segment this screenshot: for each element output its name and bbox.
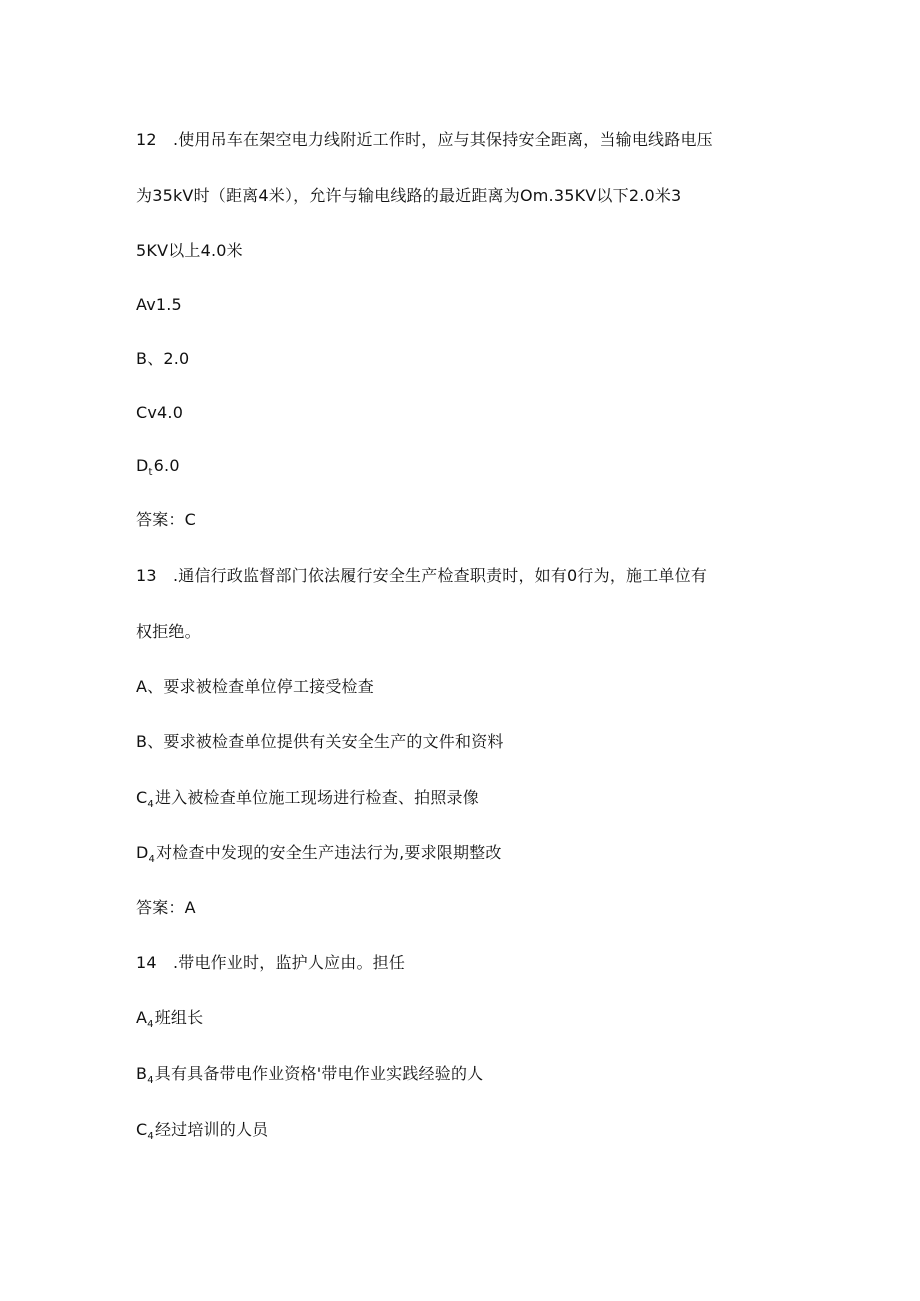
- option-text: 要求被检查单位停工接受检查: [163, 677, 374, 696]
- option-text: 6.0: [153, 456, 180, 475]
- option-text: 1.5: [155, 295, 182, 314]
- option-separator: 、: [147, 349, 164, 368]
- option-12-c: [136, 403, 183, 423]
- option-13-d: [136, 843, 502, 866]
- question-12-stem-line-3: 5KV以上4.0米: [136, 241, 243, 260]
- answer-12: 答案：C: [136, 510, 196, 529]
- option-14-c: [136, 1120, 268, 1143]
- option-13-c: [136, 788, 479, 811]
- option-14-a: [136, 1008, 203, 1031]
- option-13-a: [136, 677, 374, 697]
- option-13-b: [136, 732, 504, 752]
- option-separator: 4: [147, 1131, 154, 1142]
- option-letter: C: [136, 1120, 148, 1139]
- option-letter: B: [136, 1064, 148, 1083]
- option-letter: A: [136, 1008, 148, 1027]
- option-text: 2.0: [163, 349, 190, 368]
- option-12-d: [136, 456, 180, 479]
- question-12-stem-line-2: 为35kV时（距离4米），允许与输电线路的最近距离为Om.35KV以下2.0米3: [136, 186, 682, 205]
- option-separator: v: [147, 403, 158, 422]
- answer-13: 答案：A: [136, 898, 196, 917]
- option-text: 具有具备带电作业资格'带电作业实践经验的人: [154, 1064, 484, 1083]
- option-text: 对检查中发现的安全生产违法行为,要求限期整改: [156, 843, 502, 862]
- option-separator: 、: [147, 732, 164, 751]
- option-letter: A: [136, 295, 147, 314]
- option-text: 4.0: [157, 403, 184, 422]
- option-text: 班组长: [154, 1008, 204, 1027]
- option-text: 要求被检查单位提供有关安全生产的文件和资料: [163, 732, 504, 751]
- option-separator: v: [146, 295, 156, 314]
- option-separator: 4: [147, 799, 154, 810]
- option-separator: 4: [147, 1019, 154, 1030]
- question-12-stem-line-1: 12 .使用吊车在架空电力线附近工作时，应与其保持安全距离，当输电线路电压: [136, 130, 713, 149]
- option-letter: C: [136, 403, 148, 422]
- option-12-b: [136, 349, 189, 369]
- option-text: 经过培训的人员: [154, 1120, 269, 1139]
- question-13-stem-line-1: 13 .通信行政监督部门依法履行安全生产检查职责时，如有0行为，施工单位有: [136, 566, 708, 585]
- option-letter: B: [136, 732, 148, 751]
- option-letter: C: [136, 788, 148, 807]
- option-separator: t: [148, 467, 153, 478]
- option-separator: 4: [147, 1075, 154, 1086]
- question-13-stem-line-2: 权拒绝。: [136, 622, 201, 641]
- option-letter: D: [136, 456, 149, 475]
- option-12-a: [136, 295, 182, 315]
- option-letter: A: [136, 677, 148, 696]
- option-separator: 、: [147, 677, 164, 696]
- option-letter: B: [136, 349, 148, 368]
- option-letter: D: [136, 843, 149, 862]
- option-14-b: [136, 1064, 483, 1087]
- option-separator: 4: [148, 854, 156, 865]
- option-text: 进入被检查单位施工现场进行检查、拍照录像: [154, 788, 479, 807]
- question-14-stem-line-1: 14 .带电作业时，监护人应由。担任: [136, 953, 406, 972]
